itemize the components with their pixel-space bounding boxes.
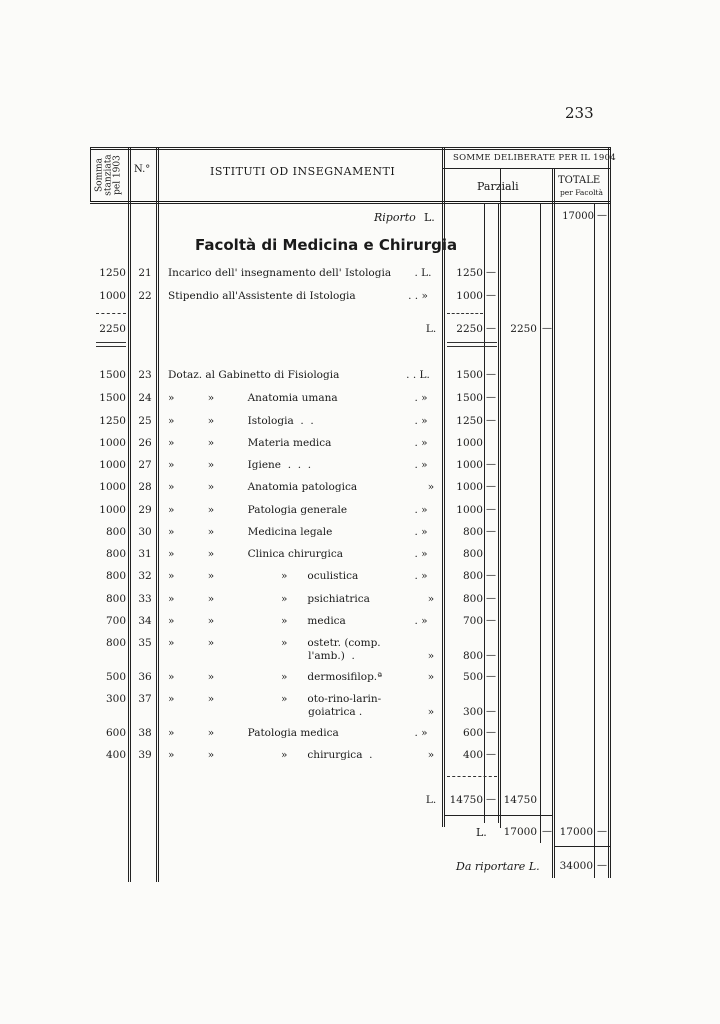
g2-mark: »	[427, 671, 435, 683]
g2-mark: »	[427, 593, 435, 605]
sum-rule	[447, 313, 483, 314]
right-border-b	[610, 147, 611, 878]
riporto-currency: L.	[424, 211, 435, 224]
g2-n: 29	[138, 504, 152, 516]
header-rule	[90, 201, 611, 202]
col-divider-1	[128, 147, 129, 882]
g2-mark: . . L.	[406, 369, 430, 381]
g2-parziale: 1500	[456, 392, 483, 404]
da-riportare-totale: 34000	[559, 860, 593, 872]
col-divider-6b	[554, 168, 555, 878]
g2-n: 27	[138, 459, 152, 471]
g1-total-dash: —	[486, 323, 496, 334]
header-somma-line2: stanziata	[103, 154, 114, 196]
g2-parziale: 800	[462, 526, 483, 538]
riporto-label: Riporto	[374, 211, 416, 224]
g2-parziale: 700	[462, 615, 483, 627]
g2-somma: 1500	[99, 369, 126, 381]
g2-n: 31	[138, 548, 152, 560]
g2-total-currency: L.	[425, 794, 437, 806]
g2-somma: 1000	[99, 481, 126, 493]
g2-n: 34	[138, 615, 152, 627]
top-rule-2	[90, 149, 611, 150]
header-parziali: Parziali	[477, 180, 519, 193]
g2-mark: . »	[414, 459, 428, 471]
g2-mark: »	[427, 706, 435, 718]
header-somma-line1: Somma	[94, 157, 105, 193]
g2-dash: —	[486, 570, 496, 581]
g2-desc: » » » chirurgica .	[168, 749, 373, 761]
g2-desc: » » » psichiatrica	[168, 593, 370, 605]
g2-mark: . »	[414, 504, 428, 516]
double-rule	[96, 342, 126, 347]
g2-mark: . »	[414, 415, 428, 427]
g2-desc: » » » dermosifilop.ª	[168, 671, 383, 683]
header-per-facolta: per Facoltà	[560, 188, 603, 197]
g2-dash: —	[486, 749, 496, 760]
g2-somma: 1250	[99, 415, 126, 427]
g1-parziale: 1250	[456, 267, 483, 279]
g2-dash: —	[486, 706, 496, 717]
g2-desc: » » » oculistica	[168, 570, 359, 582]
g2-mark: »	[427, 749, 435, 761]
double-rule	[447, 342, 497, 347]
g2-n: 37	[138, 693, 152, 705]
g2-somma: 300	[105, 693, 126, 705]
g2-parziale: 1250	[456, 415, 483, 427]
header-somma-stanziata	[88, 150, 130, 200]
col-divider-2b	[158, 147, 159, 882]
g2-desc: » » Patologia generale	[168, 504, 348, 516]
g1-mark: . . »	[408, 290, 428, 302]
g2-desc: » » Clinica chirurgica	[168, 548, 343, 560]
g2-mark: . »	[414, 570, 428, 582]
g1-total-somma: 2250	[99, 323, 126, 335]
right-border	[608, 147, 609, 878]
g2-desc: » » Anatomia umana	[168, 392, 338, 404]
g2-dash: —	[486, 459, 496, 470]
da-riportare-dash: —	[597, 860, 607, 871]
g1-dash: —	[486, 290, 496, 301]
header-totale: TOTALE	[558, 175, 601, 186]
g1-somma: 1250	[99, 267, 126, 279]
g2-total-parziale: 14750	[449, 794, 483, 806]
g2-parziale: 1500	[456, 369, 483, 381]
col-divider-parz	[484, 203, 485, 823]
g2-desc: » » » oto-rino-larin- goiatrica .	[168, 693, 382, 718]
g2-n: 30	[138, 526, 152, 538]
g1-subtotale: 2250	[510, 323, 537, 335]
sum-rule	[96, 313, 126, 314]
riporto-dash: —	[597, 210, 607, 221]
g2-parziale: 1000	[456, 459, 483, 471]
g2-dash: —	[486, 481, 496, 492]
g2-somma: 1000	[99, 437, 126, 449]
g2-somma: 800	[105, 526, 126, 538]
g2-parziale: 600	[462, 727, 483, 739]
g2-somma: 800	[105, 570, 126, 582]
g2-somma: 1000	[99, 504, 126, 516]
g2-n: 24	[138, 392, 152, 404]
g2-dash: —	[486, 727, 496, 738]
facolta-tot-dash: —	[597, 826, 607, 837]
g2-parziale: 500	[462, 671, 483, 683]
g1-somma: 1000	[99, 290, 126, 302]
g1-mark: . L.	[414, 267, 432, 279]
sum-rule	[447, 776, 497, 777]
g2-total-dash: —	[486, 794, 496, 805]
g2-somma: 800	[105, 593, 126, 605]
g2-n: 28	[138, 481, 152, 493]
g2-mark: . »	[414, 437, 428, 449]
g1-total-parziale: 2250	[456, 323, 483, 335]
da-riportare-label: Da riportare L.	[456, 860, 540, 873]
g2-parziale: 400	[462, 749, 483, 761]
g2-dash: —	[486, 526, 496, 537]
col-divider-6	[552, 168, 553, 878]
g2-somma: 700	[105, 615, 126, 627]
col-divider-4b	[500, 168, 501, 828]
g2-dash: —	[486, 369, 496, 380]
riporto-totale: 17000	[562, 211, 594, 222]
col-divider-2	[156, 147, 157, 882]
g2-parziale: 800	[462, 548, 483, 560]
g2-desc: » » » ostetr. (comp. l'amb.) .	[168, 637, 381, 662]
top-rule	[90, 147, 611, 148]
g2-mark: »	[427, 650, 435, 662]
g2-somma: 800	[105, 637, 126, 649]
g1-n: 22	[138, 290, 152, 302]
g2-dash: —	[486, 615, 496, 626]
g1-total-currency: L.	[425, 323, 437, 335]
g2-mark: . »	[414, 392, 428, 404]
g2-parziale: 300	[462, 706, 483, 718]
g2-mark: . »	[414, 526, 428, 538]
g2-somma: 1500	[99, 392, 126, 404]
g2-n: 33	[138, 593, 152, 605]
g2-parziale: 800	[462, 570, 483, 582]
facolta-subtotale: 17000	[503, 826, 537, 838]
g2-mark: . »	[414, 727, 428, 739]
g2-somma: 400	[105, 749, 126, 761]
g1-sub-dash: —	[542, 323, 552, 334]
g1-n: 21	[138, 267, 152, 279]
g2-dash: —	[486, 415, 496, 426]
g2-parziale: 800	[462, 650, 483, 662]
g2-dash: —	[486, 650, 496, 661]
g1-desc: Stipendio all'Assistente di Istologia	[168, 290, 356, 302]
g2-n: 39	[138, 749, 152, 761]
g2-desc: » » Medicina legale	[168, 526, 333, 538]
col-divider-4	[498, 203, 499, 823]
g2-dash: —	[486, 504, 496, 515]
g2-parziale: 800	[462, 593, 483, 605]
page-number: 233	[565, 104, 594, 122]
g2-parziale: 1000	[456, 481, 483, 493]
g2-n: 32	[138, 570, 152, 582]
header-somme-deliberate: SOMME DELIBERATE PER IL 1904	[453, 153, 616, 163]
g2-n: 25	[138, 415, 152, 427]
g1-parziale: 1000	[456, 290, 483, 302]
facolta-sub-dash: —	[542, 826, 552, 837]
g2-dash: —	[486, 671, 496, 682]
col-divider-1b	[130, 147, 131, 882]
g2-dash: —	[486, 593, 496, 604]
g2-n: 26	[138, 437, 152, 449]
g2-desc: » » » medica	[168, 615, 346, 627]
facolta-total-currency: L.	[476, 826, 487, 839]
g1-dash: —	[486, 267, 496, 278]
g2-subtotale: 14750	[503, 794, 537, 806]
g2-n: 38	[138, 727, 152, 739]
g2-parziale: 1000	[456, 437, 483, 449]
g2-desc: Dotaz. al Gabinetto di Fisiologia	[168, 369, 340, 381]
g2-dash: —	[486, 392, 496, 403]
g2-mark: . »	[414, 548, 428, 560]
facolta-totale: 17000	[559, 826, 593, 838]
g2-n: 35	[138, 637, 152, 649]
g2-parziale: 1000	[456, 504, 483, 516]
g2-somma: 600	[105, 727, 126, 739]
g2-desc: » » Anatomia patologica	[168, 481, 358, 493]
somme-rule	[442, 168, 611, 169]
sum-rule	[444, 815, 552, 816]
g2-mark: . »	[414, 615, 428, 627]
g2-desc: » » Materia medica	[168, 437, 332, 449]
g1-desc: Incarico dell' insegnamento dell' Istologia	[168, 267, 392, 279]
g2-n: 23	[138, 369, 152, 381]
g2-somma: 500	[105, 671, 126, 683]
g2-desc: » » Patologia medica	[168, 727, 339, 739]
g2-mark: »	[427, 481, 435, 493]
g2-desc: » » Igiene . . .	[168, 459, 312, 471]
col-divider-5	[540, 203, 541, 843]
header-istituti: ISTITUTI OD INSEGNAMENTI	[210, 165, 396, 178]
section-title: Facoltà di Medicina e Chirurgia	[195, 236, 458, 254]
g2-n: 36	[138, 671, 152, 683]
header-numero: N.°	[134, 164, 151, 175]
g2-desc: » » Istologia . .	[168, 415, 314, 427]
col-divider-7	[594, 203, 595, 878]
g2-somma: 800	[105, 548, 126, 560]
sum-rule	[554, 846, 610, 847]
header-somma-line3: pel 1903	[112, 155, 123, 195]
header-rule-2	[90, 203, 611, 204]
g2-somma: 1000	[99, 459, 126, 471]
